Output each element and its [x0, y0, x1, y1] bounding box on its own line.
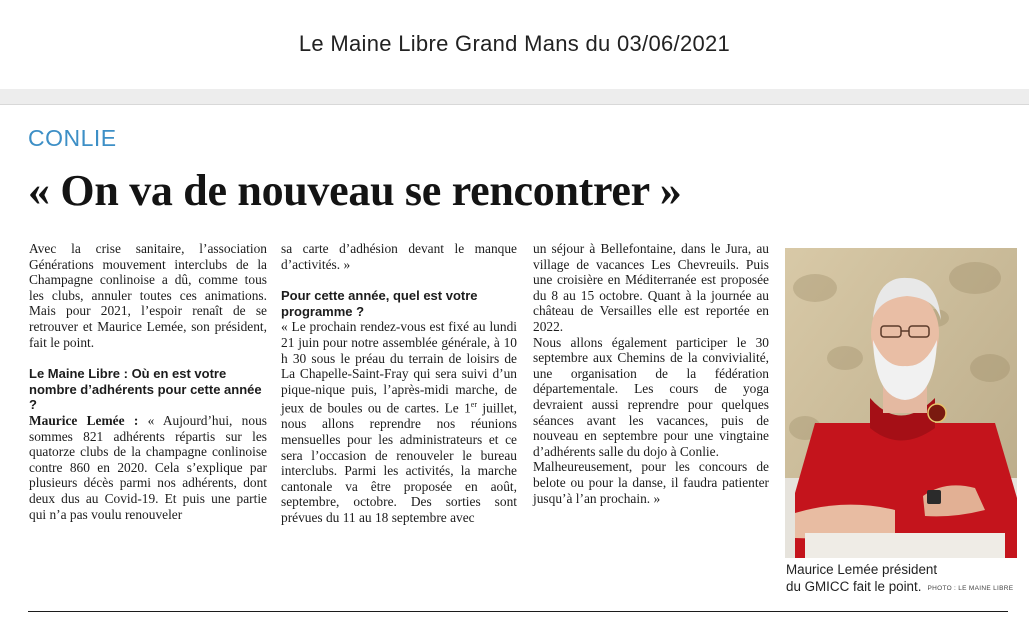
- answer-2-text-b: juillet, nous allons reprendre nos réunions mensuelles pour les administrateurs et ce sera l’occasion de renouveler le bureau interclubs. Parmi les activités, la marche cantonale va être proposée en août, septembre, octobre. Des sorties sont prévues du 11 au 18 septembre avec: [281, 400, 517, 525]
- newspaper-article: [0, 105, 1029, 619]
- article-headline: « On va de nouveau se rencontrer »: [28, 166, 682, 215]
- article-kicker: CONLIE: [28, 125, 117, 151]
- article-column-3: [533, 241, 769, 506]
- answer-2-paragraph-2: Nous allons également participer le 30 septembre aux Chemins de la convivialité, une organisation de la fédération départementale. Les cours de yoga devraient aussi reprendre pour quelques séances avant les vacances, puis de nouveau en septembre pour une vingtaine d’adhérents salle du dojo à Conlie.: [533, 334, 769, 459]
- answer-2-continuation: un séjour à Bellefontaine, dans le Jura, au village de vacances Les Chevreuils. Puis une croisière en Méditerranée est proposée du 8 au 15 octobre. Quant à la journée au château de Versailles elle est reportée en 2022.: [533, 241, 769, 334]
- viewer-header: [0, 0, 1029, 90]
- page-title: Le Maine Libre Grand Mans du 03/06/2021: [298, 31, 731, 56]
- answer-speaker: Maurice Lemée :: [29, 412, 139, 428]
- interview-answer-2: [281, 319, 517, 525]
- photo-caption-line-2: [786, 579, 1026, 598]
- interview-question-2: Pour cette année, quel est votre programme ?: [281, 288, 478, 319]
- photo-caption-line-1: Maurice Lemée président: [786, 562, 938, 577]
- photo-caption: [786, 562, 1026, 597]
- portrait-photo-illustration: [785, 248, 1017, 558]
- answer-1-continuation: sa carte d’adhésion devant le manque d’activités. »: [281, 241, 517, 272]
- answer-2-paragraph-3: Malheureusement, pour les concours de belote ou pour la danse, il faudra patienter jusqu’à l’an prochain. »: [533, 459, 769, 506]
- interview-question-1: Le Maine Libre : Où en est votre nombre d’adhérents pour cette année ?: [29, 366, 262, 413]
- article-bottom-rule: [28, 611, 1008, 612]
- article-column-2: [281, 241, 517, 526]
- caption-text: du GMICC fait le point.: [786, 578, 922, 594]
- answer-2-superscript: er: [470, 400, 478, 410]
- article-photo: [785, 248, 1017, 558]
- photo-credit: PHOTO : LE MAINE LIBRE: [927, 584, 1014, 592]
- answer-2-text-a: « Le prochain rendez-vous est fixé au lundi 21 juin pour notre assemblée générale, à 10 h 30 sous le préau du terrain de loisirs de La Chapelle-Saint-Fray qui sera suivi d’un pique-nique puis, l’après-midi marche, de jeux de boules ou de cartes. Le 1: [281, 319, 517, 416]
- article-column-1: [29, 241, 267, 522]
- article-intro: Avec la crise sanitaire, l’association Générations mouvement interclubs de la Champagne conlinoise a dû, comme tous les clubs, annuler toutes ces animations. Mais pour 2021, l’espoir renaît de se retrouver et Maurice Lemée, son président, fait le point.: [29, 241, 267, 350]
- answer-1-text: « Aujourd’hui, nous sommes 821 adhérents répartis sur les quatorze clubs de la champagne conlinoise contre 860 en 2020. Cela s’explique par plusieurs décès parmi nos adhérents, dont deux dus au Covid-19. Et puis une partie qui n’a pas voulu renouveler: [29, 412, 267, 522]
- header-divider: [0, 89, 1029, 105]
- interview-answer-1: [29, 413, 267, 522]
